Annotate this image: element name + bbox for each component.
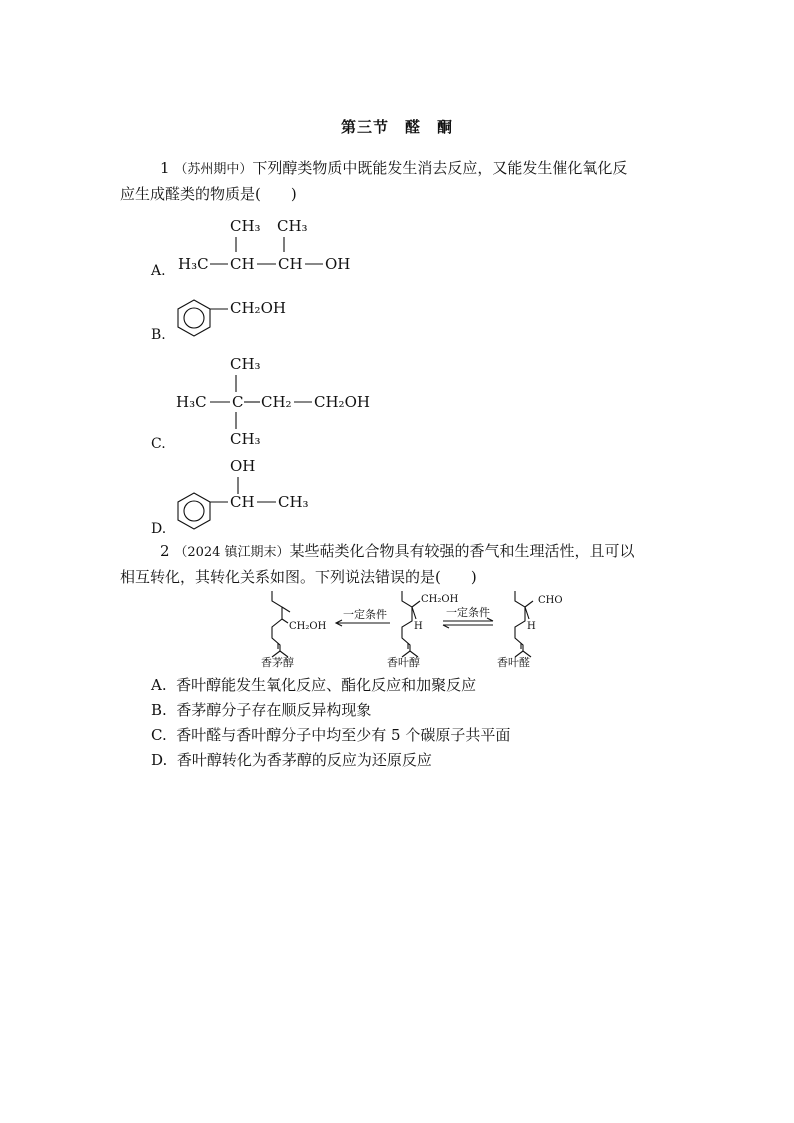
question-1-line1 xyxy=(160,155,627,183)
c-c: C xyxy=(232,393,244,411)
q2-option-a-label: A. xyxy=(151,676,167,694)
a-oh: OH xyxy=(325,255,351,273)
question-2-number: 2 xyxy=(160,542,170,560)
question-2-line1 xyxy=(160,538,635,566)
geranial-h: H xyxy=(527,621,536,632)
question-1-number: 1 xyxy=(160,159,170,177)
option-a-structure xyxy=(170,212,370,278)
geraniol-name: 香叶醇 xyxy=(387,656,420,669)
q2-option-b-text: 香茅醇分子存在顺反异构现象 xyxy=(176,701,372,719)
option-d-structure xyxy=(172,452,332,534)
geranial-cho: CHO xyxy=(538,595,563,606)
a-ch-1: CH xyxy=(230,255,255,273)
reaction-scheme xyxy=(250,585,580,670)
citronellol-name: 香茅醇 xyxy=(261,656,294,669)
q2-option-d-text: 香叶醇转化为香茅醇的反应为还原反应 xyxy=(176,751,432,769)
geraniol-to-ch2oh xyxy=(412,601,420,607)
a-ch3-left: CH₃ xyxy=(230,217,261,235)
c-ch2: CH₂ xyxy=(261,393,292,411)
question-2-text-1: 某些萜类化合物具有较强的香气和生理活性，且可以 xyxy=(289,542,635,560)
q2-option-d-label: D. xyxy=(151,751,168,769)
option-a-label: A. xyxy=(151,263,166,279)
question-1-line2: 应生成醛类的物质是( ) xyxy=(120,185,297,203)
geraniol-h: H xyxy=(414,621,423,632)
citronellol-ch2oh: CH₂OH xyxy=(289,621,327,632)
b-ch2oh: CH₂OH xyxy=(230,299,286,317)
arrow-1-label: 一定条件 xyxy=(343,608,387,621)
q2-option-a-text: 香叶醇能发生氧化反应、酯化反应和加聚反应 xyxy=(176,676,477,694)
geranial-chain xyxy=(515,591,525,651)
option-c-label: C. xyxy=(151,436,166,452)
geraniol-double-bond xyxy=(412,607,416,619)
q2-option-c-label: C. xyxy=(151,726,167,744)
d-ch: CH xyxy=(230,493,255,511)
citronellol-ch2-link xyxy=(282,619,288,623)
option-b-label: B. xyxy=(151,327,166,343)
citronellol-methyl xyxy=(282,607,290,612)
a-ch-2: CH xyxy=(278,255,303,273)
c-ch3-top: CH₃ xyxy=(230,355,261,373)
c-ch3-bottom: CH₃ xyxy=(230,430,261,448)
section-title: 第三节 醛 酮 xyxy=(340,118,453,136)
option-b-structure xyxy=(172,292,312,342)
question-2-source: （2024 镇江期末） xyxy=(174,545,290,560)
c-ch2oh: CH₂OH xyxy=(314,393,370,411)
citronellol-structure xyxy=(272,591,327,657)
geraniol-structure xyxy=(402,591,459,657)
geranial-double-bond xyxy=(525,607,529,619)
b-benzene-circle xyxy=(184,308,204,328)
geraniol-chain xyxy=(402,591,412,651)
q2-option-b xyxy=(151,697,371,723)
q2-option-a xyxy=(151,672,476,698)
q2-option-c xyxy=(151,722,510,748)
d-ch3: CH₃ xyxy=(278,493,309,511)
d-benzene-ring xyxy=(178,493,210,529)
citronellol-chain xyxy=(272,591,282,651)
geraniol-ch2oh: CH₂OH xyxy=(421,594,459,605)
option-c-structure xyxy=(170,352,390,452)
b-benzene-ring xyxy=(178,300,210,336)
d-oh: OH xyxy=(230,457,256,475)
a-h3c: H₃C xyxy=(178,255,209,273)
a-ch3-right: CH₃ xyxy=(277,217,308,235)
c-h3c: H₃C xyxy=(176,393,207,411)
option-d-label: D. xyxy=(151,521,167,537)
q2-option-d xyxy=(151,747,432,773)
q2-option-b-label: B. xyxy=(151,701,167,719)
question-2-line2: 相互转化，其转化关系如图。下列说法错误的是( ) xyxy=(120,568,477,586)
d-benzene-circle xyxy=(184,501,204,521)
question-1-text-1: 下列醇类物质中既能发生消去反应，又能发生催化氧化反 xyxy=(252,159,628,177)
geranial-to-cho xyxy=(525,601,533,607)
geranial-name: 香叶醛 xyxy=(497,656,530,669)
q2-option-c-text: 香叶醛与香叶醇分子中均至少有 5 个碳原子共平面 xyxy=(176,726,511,744)
question-1-source: （苏州期中） xyxy=(174,162,253,177)
geranial-structure xyxy=(515,591,563,657)
arrow-2-label: 一定条件 xyxy=(446,606,490,619)
